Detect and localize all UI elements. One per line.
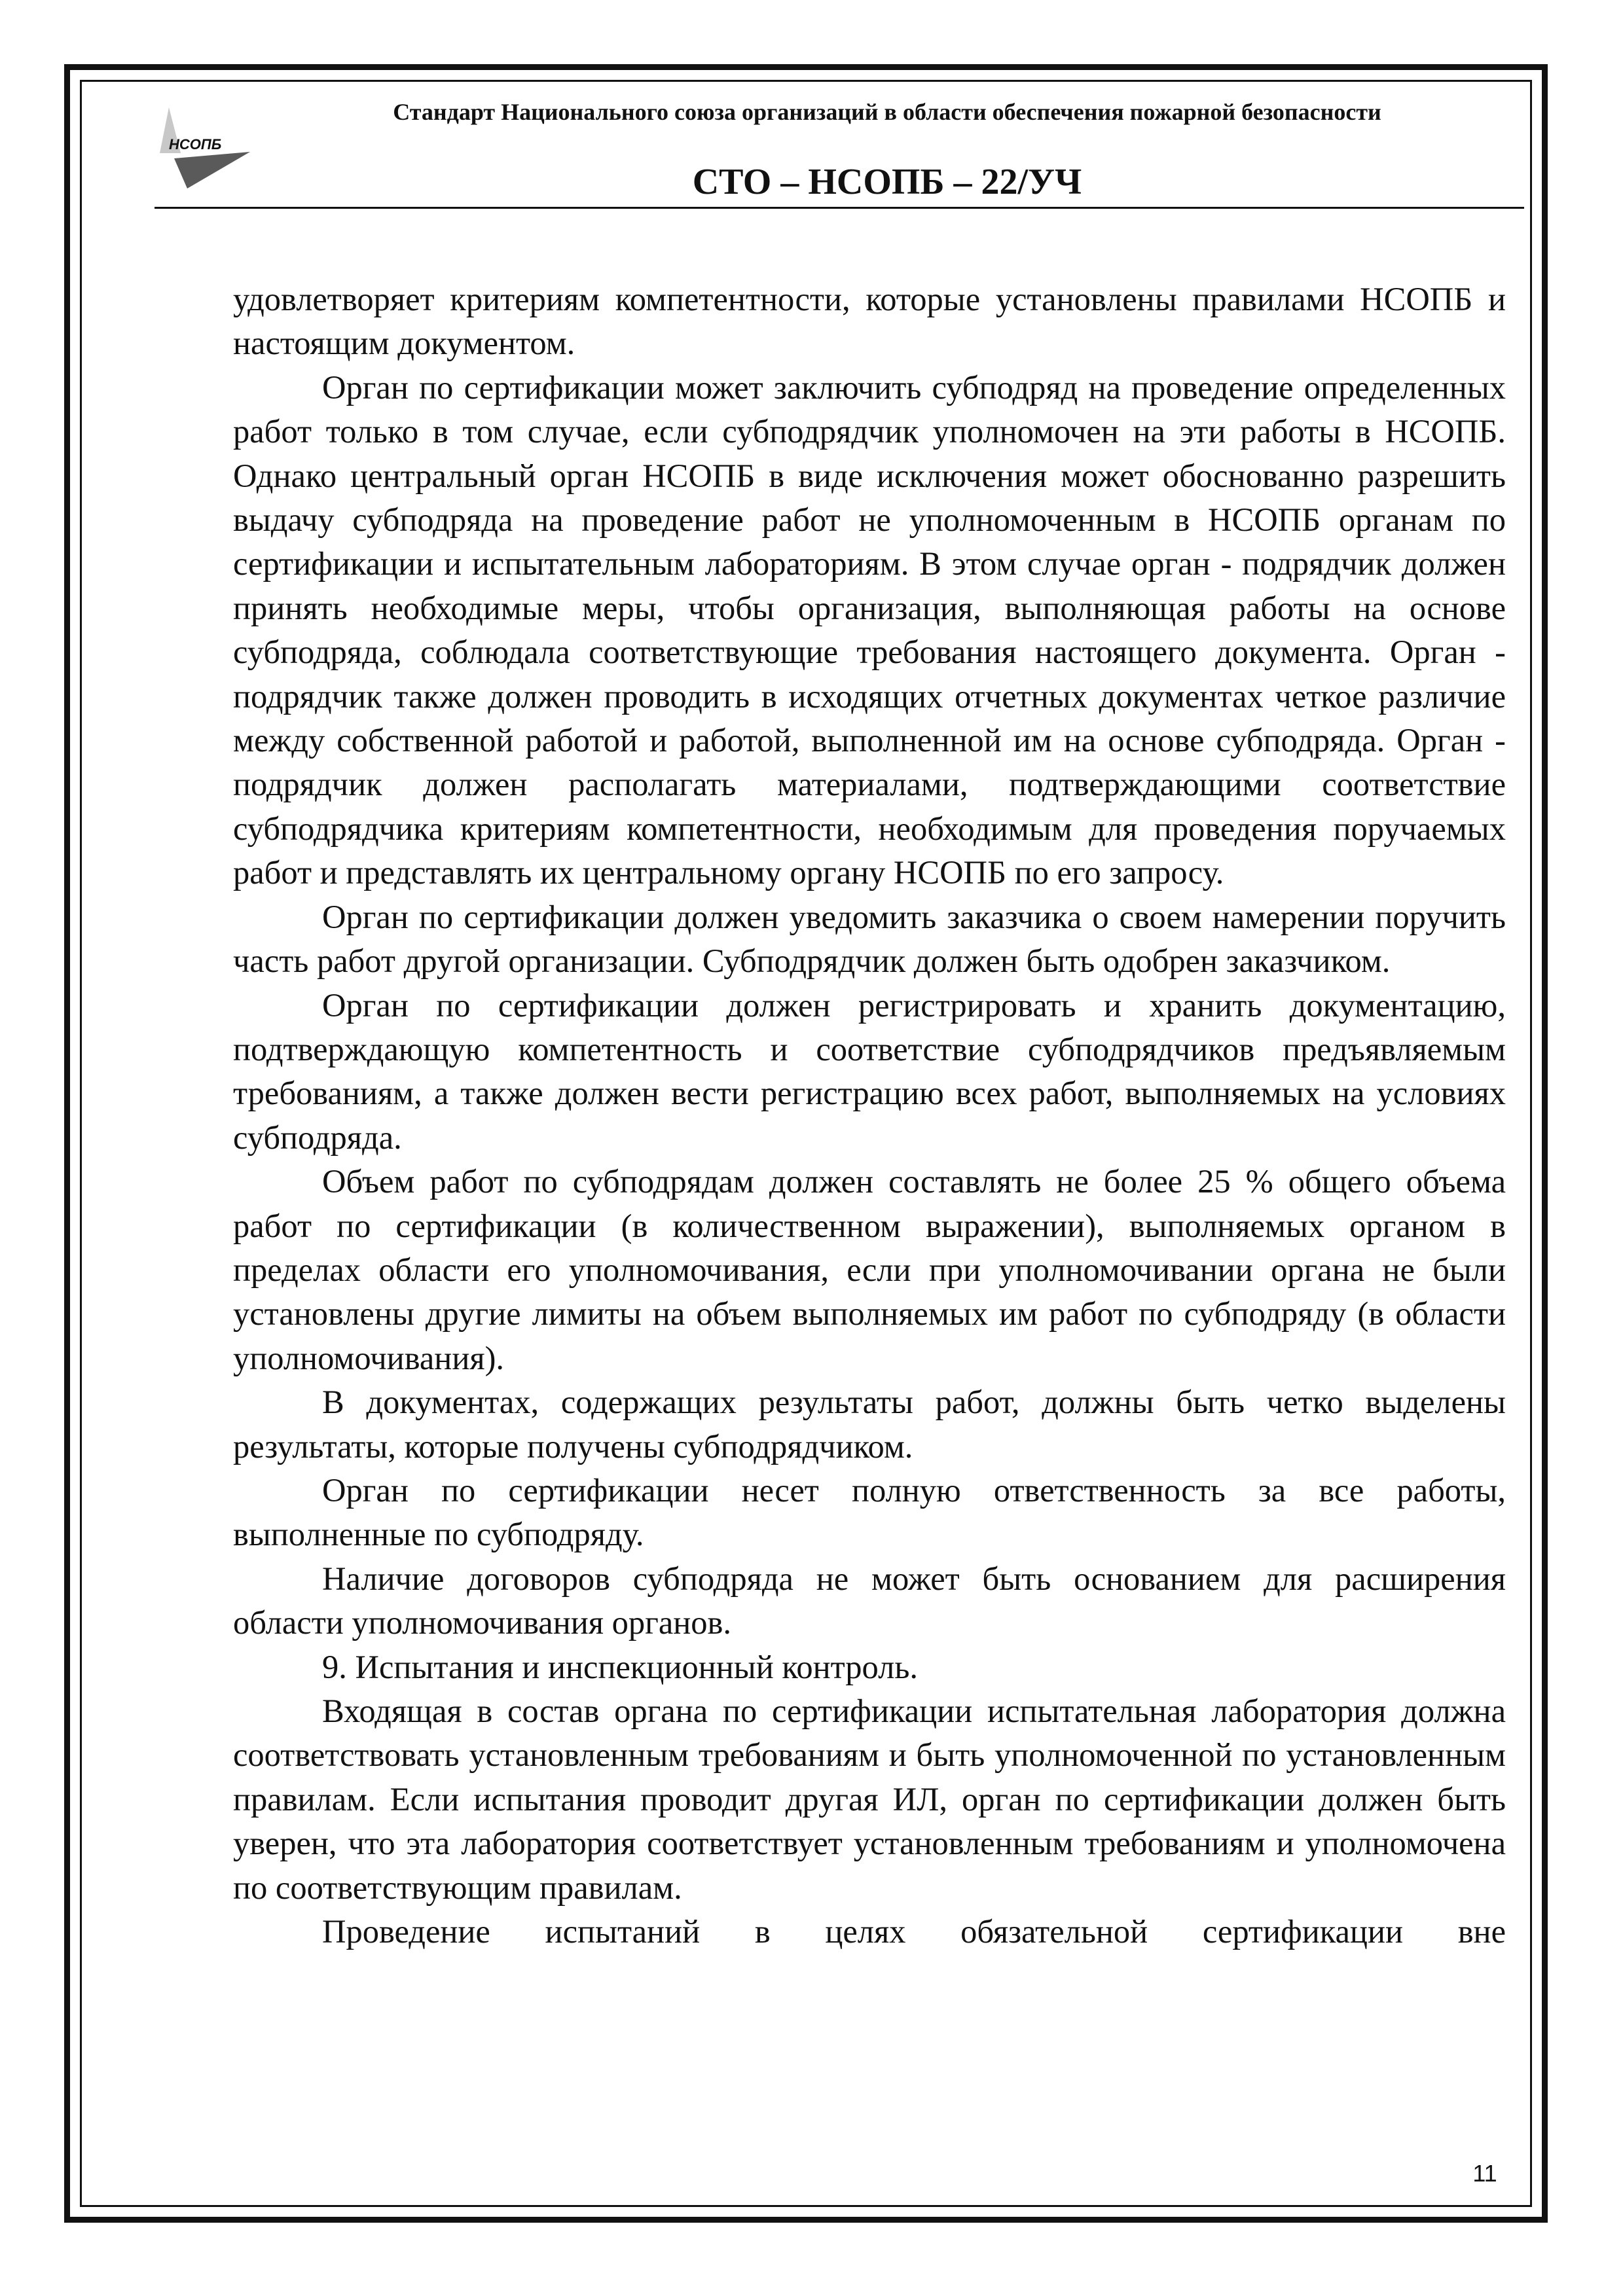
section-heading: 9. Испытания и инспекционный контроль. bbox=[322, 1648, 918, 1685]
paragraph: Орган по сертификации может заключить субподряд на проведение определенных работ только в том случае, если субподрядчик уполномочен на эти работы в НСОПБ. Однако центральный орган НСОПБ в виде исключения может обоснованно разрешить выдачу субподряда на проведение работ не уполномоченным в НСОПБ органам по сертификации и испытательным лабораториям. В этом случае орган - подрядчик должен принять необходимые меры, чтобы организация, выполняющая работы на основе субподряда, соблюдала соответствующие требования настоящего документа. Орган - подрядчик также должен проводить в исходящих отчетных документах четкое различие между собственной работой и работой, выполненной им на основе субподряда. Орган - подрядчик должен располагать материалами, подтверждающими соответствие субподрядчика критериям компетентности, необходимым для проведения поручаемых работ и представлять их центральному органу НСОПБ по его запросу. bbox=[233, 368, 1506, 891]
logo-text: НСОПБ bbox=[169, 136, 222, 152]
paragraph: Орган по сертификации должен уведомить заказчика о своем намерении поручить часть работ другой организации. Субподрядчик должен быть одобрен заказчиком. bbox=[233, 898, 1506, 980]
paragraph: Орган по сертификации должен регистрировать и хранить документацию, подтверждающую компетентность и соответствие субподрядчиков предъявляемым требованиям, а также должен вести регистрацию всех работ, выполняемых на условиях субподряда. bbox=[233, 986, 1506, 1156]
paragraph: Входящая в состав органа по сертификации испытательная лаборатория должна соответствовать установленным требованиям и быть уполномоченной по установленным правилам. Если испытания проводит другая ИЛ, орган по сертификации должен быть уверен, что эта лаборатория соответствует установленным требованиям и уполномочена по соответствующим правилам. bbox=[233, 1693, 1506, 1906]
paragraph: Объем работ по субподрядам должен составлять не более 25 % общего объема работ по сертификации (в количественном выражении), выполняемых органом в пределах области его уполномочивания, если при уполномочивании органа не были установлены другие лимиты на объем выполняемых им работ по субподряду (в области уполномочивания). bbox=[233, 1163, 1506, 1376]
document-body bbox=[233, 278, 1506, 1954]
standard-title: Стандарт Национального союза организаций в области обеспечения пожарной безопасности bbox=[393, 99, 1381, 125]
paragraph: Проведение испытаний в целях обязательной сертификации вне bbox=[322, 1913, 1506, 1950]
nsopb-logo bbox=[155, 102, 253, 194]
nsopb-logo-graphic bbox=[155, 102, 253, 194]
logo-dark-wedge bbox=[174, 152, 250, 188]
document-code: СТО – НСОПБ – 22/УЧ bbox=[692, 162, 1082, 202]
paragraph: удовлетворяет критериям компетентности, которые установлены правилами НСОПБ и настоящим документом. bbox=[233, 281, 1506, 362]
header-divider bbox=[155, 207, 1524, 209]
paragraph: Орган по сертификации несет полную ответственность за все работы, выполненные по субподряду. bbox=[233, 1471, 1506, 1553]
paragraph: В документах, содержащих результаты работ, должны быть четко выделены результаты, которые получены субподрядчиком. bbox=[233, 1384, 1506, 1465]
paragraph: Наличие договоров субподряда не может быть основанием для расширения области уполномочивания органов. bbox=[233, 1560, 1506, 1641]
page-number: 11 bbox=[1472, 2160, 1497, 2187]
